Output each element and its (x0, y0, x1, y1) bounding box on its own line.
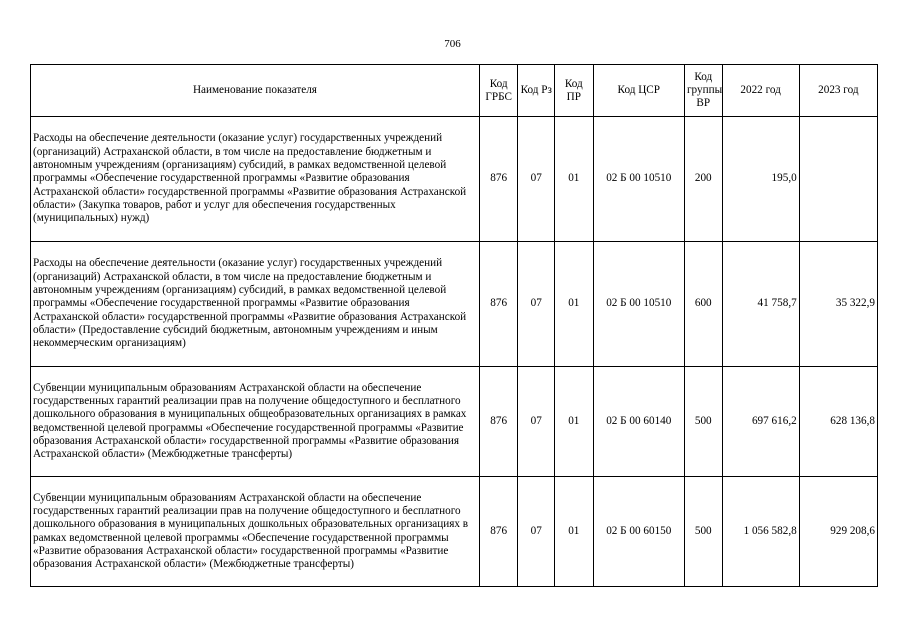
row-csr: 02 Б 00 10510 (593, 242, 684, 367)
budget-table (30, 64, 878, 587)
row-2022: 697 616,2 (722, 367, 799, 477)
table-header-row (31, 65, 878, 117)
row-grbs: 876 (479, 117, 518, 242)
row-vr: 500 (684, 477, 722, 587)
row-name: Расходы на обеспечение деятельности (оказание услуг) государственных учреждений (организаций) Астраханской области, в том числе на предоставление бюджетным и автономным учреждениям (организациям) субсидий, в рамках ведомственной целевой программы «Обеспечение государственной программы «Развитие образования Астраханской области» государственной программы «Развитие образования Астраханской области» (Закупка товаров, работ и услуг для обеспечения государственных (муниципальных) нужд) (31, 117, 480, 242)
row-2022: 1 056 582,8 (722, 477, 799, 587)
header-csr: Код ЦСР (593, 65, 684, 117)
row-pr: 01 (555, 117, 594, 242)
page-number: 706 (444, 38, 461, 50)
header-name: Наименование показателя (31, 65, 480, 117)
row-csr: 02 Б 00 60150 (593, 477, 684, 587)
row-pr: 01 (555, 477, 594, 587)
row-csr: 02 Б 00 60140 (593, 367, 684, 477)
row-2022: 195,0 (722, 117, 799, 242)
row-name: Субвенции муниципальным образованиям Астраханской области на обеспечение государственных гарантий реализации прав на получение общедоступного и бесплатного дошкольного образования в муниципальных дошкольных образовательных организациях в рамках ведомственной целевой программы «Обеспечение государственной программы «Развитие образования Астраханской области» государственной программы «Развитие образования Астраханской области» (Межбюджетные трансферты) (31, 477, 480, 587)
row-pr: 01 (555, 367, 594, 477)
row-vr: 500 (684, 367, 722, 477)
row-vr: 200 (684, 117, 722, 242)
row-grbs: 876 (479, 367, 518, 477)
row-grbs: 876 (479, 242, 518, 367)
row-2023: 929 208,6 (799, 477, 877, 587)
row-2022: 41 758,7 (722, 242, 799, 367)
table-row (31, 367, 878, 477)
row-csr: 02 Б 00 10510 (593, 117, 684, 242)
header-grbs: Код ГРБС (479, 65, 518, 117)
table-row (31, 117, 878, 242)
row-name: Субвенции муниципальным образованиям Астраханской области на обеспечение государственных гарантий реализации прав на получение общедоступного и бесплатного дошкольного образования в муниципальных общеобразовательных организациях в рамках ведомственной целевой программы «Обеспечение государственной программы «Развитие образования Астраханской области» государственной программы «Развитие образования Астраханской области» (Межбюджетные трансферты) (31, 367, 480, 477)
row-rz: 07 (518, 117, 555, 242)
header-2022: 2022 год (722, 65, 799, 117)
row-2023 (799, 117, 877, 242)
row-grbs: 876 (479, 477, 518, 587)
table-row (31, 477, 878, 587)
header-vr: Код группы ВР (684, 65, 722, 117)
table-row (31, 242, 878, 367)
row-name: Расходы на обеспечение деятельности (оказание услуг) государственных учреждений (организаций) Астраханской области, в том числе на предоставление бюджетным и автономным учреждениям (организациям) субсидий, в рамках ведомственной целевой программы «Обеспечение государственной программы «Развитие образования Астраханской области» государственной программы «Развитие образования Астраханской области» (Предоставление субсидий бюджетным, автономным учреждениям и иным некоммерческим организациям) (31, 242, 480, 367)
row-vr: 600 (684, 242, 722, 367)
row-2023: 628 136,8 (799, 367, 877, 477)
row-rz: 07 (518, 367, 555, 477)
row-rz: 07 (518, 242, 555, 367)
row-2023: 35 322,9 (799, 242, 877, 367)
row-pr: 01 (555, 242, 594, 367)
header-rz: Код Рз (518, 65, 555, 117)
header-pr: Код ПР (555, 65, 594, 117)
header-2023: 2023 год (799, 65, 877, 117)
row-rz: 07 (518, 477, 555, 587)
